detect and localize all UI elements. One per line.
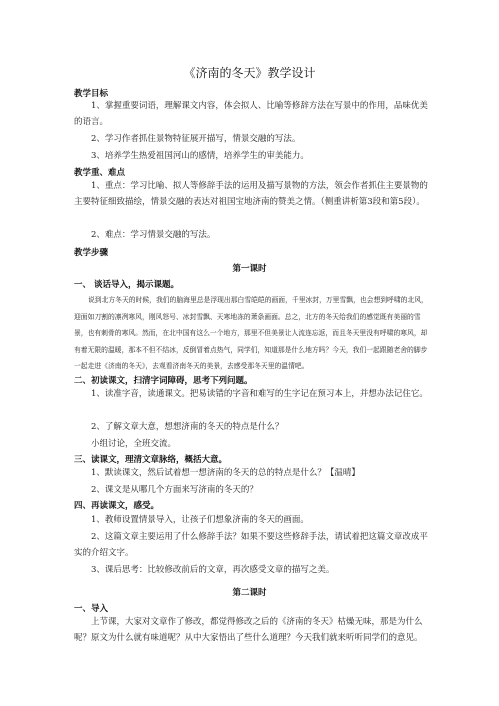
lesson-2-heading: 第二课时: [232, 588, 267, 598]
step-2-text: 1、读准字音，读通课文。把易读错的字音和难写的生字记在预习本上，并想办法记住它。: [91, 389, 428, 399]
step-4-item-3: 3、课后思考：比较修改前后的文章，再次感受文章的描写之美。: [91, 565, 335, 575]
step-2-question: 2、了解文章大意，想想济南的冬天的特点是什么？: [91, 422, 284, 432]
step-4-heading: 四、再读课文，感受。: [74, 501, 160, 511]
step-4-item-2: 2、这篇文章主要运用了什么修辞手法？如果不要这些修辞手法，请试着把这篇文章改成平实的介绍文字。: [74, 532, 428, 558]
goal-1: 1、掌握重要词语，理解课文内容，体会拟人、比喻等修辞方法在写景中的作用，品味优美的语言。: [74, 101, 428, 127]
step-2-heading: 二、初读课文，扫清字词障碍，思考下列问题。: [74, 376, 253, 386]
step-1-text: 说到北方冬天的时候，我们的脑海里总是浮现出那白雪皑皑的画面，千里冰封，万里雪飘，也会想到呼啸的北风，迎面如刀割的凛冽寒风，刚风怒号、冰封雪飘、天寒地冻的萧条画面。总之，北方的冬天给我们的感觉既有美丽的雪景，也有刺骨的寒风。然而，在北中国有这么一个地方，那里不但美景让人流连忘返，而且冬天里没有呼啸的寒风，却有着无限的温暖，那本不但不结冰，反倒冒着点热气，同学们，知道那是什么地方吗？今天，我们一起跟随老舍的脚步一起走进《济南的冬天》，去观看济南冬天的美景，去感受那冬天里的温情吧。: [74, 296, 428, 370]
steps-heading: 教学步骤: [74, 248, 109, 258]
key-point-1: 1、重点：学习比喻、拟人等修辞手法的运用及描写景物的方法，领会作者抓住主要景物的主要特征细致描绘，情景交融的表达对祖国宝地济南的赞美之情。（侧重讲析第3段和第5段）。: [74, 181, 428, 207]
lesson-2-step-1-heading: 一、导入: [74, 604, 109, 614]
step-3-heading: 三、读课文，理清文章脉络，概括大意。: [74, 455, 228, 465]
goal-2: 2、学习作者抓住景物特征展开描写，情景交融的写法。: [91, 134, 301, 144]
keypoints-heading: 教学重、难点: [74, 168, 126, 178]
key-point-2: 2、难点：学习情景交融的写法。: [91, 230, 216, 240]
goal-3: 3、培养学生热爱祖国河山的感情，培养学生的审美能力。: [91, 151, 309, 161]
step-2-group: 小组讨论，全班交流。: [91, 439, 177, 449]
step-3-item-2: 2、课文是从哪几个方面来写济南的冬天的？: [91, 485, 258, 495]
lesson-1-heading: 第一课时: [232, 264, 267, 274]
document-title: 《济南的冬天》教学设计: [183, 66, 316, 80]
step-1-heading: 一、 谈话导入，揭示课题。: [74, 280, 179, 290]
goals-heading: 教学目标: [74, 89, 109, 99]
lesson-2-step-1-text: 上节课，大家对文章作了修改，都觉得修改之后的《济南的冬天》枯燥无味，那是为什么呢？原文为什么就有味道呢？从中大家悟出了些什么道理？今天我们就来听听同学们的意见。: [74, 617, 423, 643]
step-3-item-1: 1、默读课文，然后试着想一想济南的冬天的总的特点是什么？【温晴】: [91, 468, 360, 478]
step-4-item-1: 1、教师设置情景导入，让孩子们想象济南的冬天的画面。: [91, 515, 309, 525]
